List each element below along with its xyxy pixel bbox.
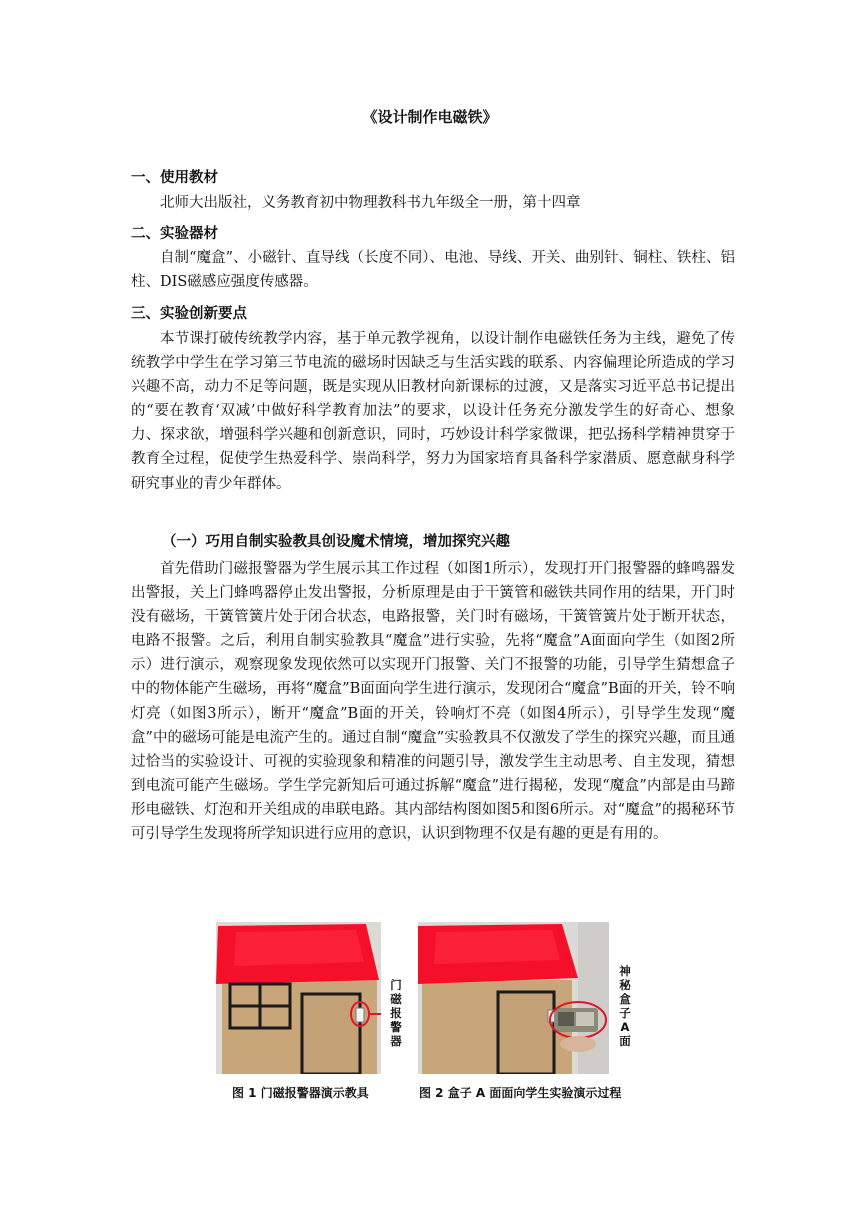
door-alarm-house-illustration xyxy=(216,922,381,1074)
section-heading-equipment: 二、实验器材 xyxy=(131,226,218,242)
section-body-innovation: 本节课打破传统教学内容，基于单元教学视角，以设计制作电磁铁任务为主线，避免了传统教学中学生在学习第三节电流的磁场时因缺乏与生活实践的联系、内容偏理论所造成的学习兴趣不高，动力不足等问题，既是实现从旧教材向新课标的过渡，又是落实习近平总书记提出的“要在教育‘双减’中做好科学教育加法”的要求，以设计任务充分激发学生的好奇心、想象力、探求欲，增强科学兴趣和创新意识，同时，巧妙设计科学家微课，把弘扬科学精神贯穿于教育全过程，促使学生热爱科学、崇尚科学，努力为国家培育具备科学家潜质、愿意献身科学研究事业的青少年群体。 xyxy=(131,331,735,492)
magic-box-a-side-illustration xyxy=(418,922,609,1074)
section-heading-materials: 一、使用教材 xyxy=(131,170,218,186)
subsection-heading: （一）巧用自制实验教具创设魔术情境，增加探究兴趣 xyxy=(162,534,510,550)
page-title: 《设计制作电磁铁》 xyxy=(362,108,498,126)
section-body-equipment: 自制“魔盒”、小磁针、直导线（长度不同）、电池、导线、开关、曲别针、铜柱、铁柱、铝柱、DIS磁感应强度传感器。 xyxy=(131,250,735,291)
figure-1-caption: 图 1 门磁报警器演示教具 xyxy=(232,1086,369,1100)
section-body-materials: 北师大出版社，义务教育初中物理教科书九年级全一册，第十四章 xyxy=(160,195,581,211)
section-heading-innovation: 三、实验创新要点 xyxy=(131,306,247,322)
subsection-body: 首先借助门磁报警器为学生展示其工作过程（如图1所示），发现打开门报警器的蜂鸣器发出警报，关上门蜂鸣器停止发出警报，分析原理是由于干簧管和磁铁共同作用的结果，开门时没有磁场，干簧管簧片处于闭合状态，电路报警，关门时有磁场，干簧管簧片处于断开状态，电路不报警。之后，利用自制实验教具“魔盒”进行实验，先将“魔盒”A面面向学生（如图2所示）进行演示，观察现象发现依然可以实现开门报警、关门不报警的功能，引导学生猜想盒子中的物体能产生磁场，再将“魔盒”B面面向学生进行演示，发现闭合“魔盒”B面的开关，铃不响灯亮（如图3所示），断开“魔盒”B面的开关，铃响灯不亮（如图4所示），引导学生发现“魔盒”中的磁场可能是电流产生的。通过自制“魔盒”实验教具不仅激发了学生的探究兴趣，而且通过恰当的实验设计、可视的实验现象和精准的问题引导，激发学生主动思考、自主发现，猜想到电流可能产生磁场。学生学完新知后可通过拆解“魔盒”进行揭秘，发现“魔盒”内部是由马蹄形电磁铁、灯泡和开关组成的串联电路。其内部结构图如图5和图6所示。对“魔盒”的揭秘环节可引导学生发现将所学知识进行应用的意识，认识到物理不仅是有趣的更是有用的。 xyxy=(131,561,735,843)
figure-2-image xyxy=(418,922,609,1074)
figure-2-caption: 图 2 盒子 A 面面向学生实验演示过程 xyxy=(419,1086,622,1100)
figure-2-label: 神秘盒子A面 xyxy=(619,964,631,1048)
figure-1-label: 门磁报警器 xyxy=(390,978,402,1048)
figure-1-image xyxy=(216,922,381,1074)
